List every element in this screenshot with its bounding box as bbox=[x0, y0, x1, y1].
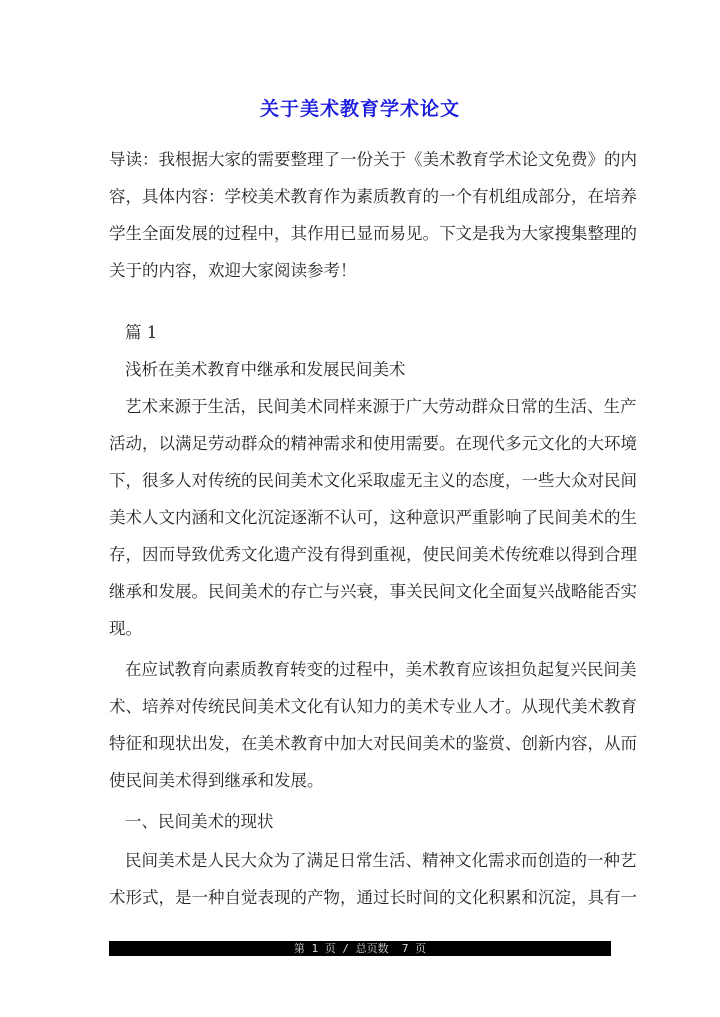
paragraph-line: 现。 bbox=[109, 619, 142, 638]
section-label: 篇 1 bbox=[125, 323, 158, 342]
paragraph-line: 术、培养对传统民间美术文化有认知力的美术专业人才。从现代美术教育 bbox=[109, 697, 637, 716]
paragraph-line: 艺术来源于生活，民间美术同样来源于广大劳动群众日常的生活、生产 bbox=[125, 397, 637, 416]
section-heading: 一、民间美术的现状 bbox=[125, 812, 274, 831]
intro-line: 容，具体内容：学校美术教育作为素质教育的一个有机组成部分，在培养 bbox=[109, 187, 637, 206]
paragraph-line: 存，因而导致优秀文化遗产没有得到重视，使民间美术传统难以得到合理 bbox=[109, 545, 637, 564]
paragraph-line: 美术人文内涵和文化沉淀逐渐不认可，这种意识严重影响了民间美术的生 bbox=[109, 508, 637, 527]
paragraph-line: 术形式，是一种自觉表现的产物，通过长时间的文化积累和沉淀，具有一 bbox=[109, 888, 637, 907]
article-subtitle: 浅析在美术教育中继承和发展民间美术 bbox=[125, 360, 406, 379]
page-footer: 第 1 页 / 总页数 7 页 bbox=[109, 941, 611, 956]
paragraph-line: 下，很多人对传统的民间美术文化采取虚无主义的态度，一些大众对民间 bbox=[109, 471, 637, 490]
paragraph-line: 特征和现状出发，在美术教育中加大对民间美术的鉴赏、创新内容，从而 bbox=[109, 734, 637, 753]
paragraph-line: 使民间美术得到继承和发展。 bbox=[109, 771, 324, 790]
intro-line: 导读：我根据大家的需要整理了一份关于《美术教育学术论文免费》的内 bbox=[109, 150, 637, 169]
paragraph-line: 活动，以满足劳动群众的精神需求和使用需要。在现代多元文化的大环境 bbox=[109, 434, 637, 453]
paragraph-line: 继承和发展。民间美术的存亡与兴衰，事关民间文化全面复兴战略能否实 bbox=[109, 582, 637, 601]
intro-line: 学生全面发展的过程中，其作用已显而易见。下文是我为大家搜集整理的 bbox=[109, 224, 637, 243]
paragraph-line: 民间美术是人民大众为了满足日常生活、精神文化需求而创造的一种艺 bbox=[125, 851, 637, 870]
paragraph-line: 在应试教育向素质教育转变的过程中，美术教育应该担负起复兴民间美 bbox=[125, 660, 637, 679]
document-title: 关于美术教育学术论文 bbox=[259, 98, 460, 120]
intro-line: 关于的内容，欢迎大家阅读参考！ bbox=[109, 261, 357, 280]
